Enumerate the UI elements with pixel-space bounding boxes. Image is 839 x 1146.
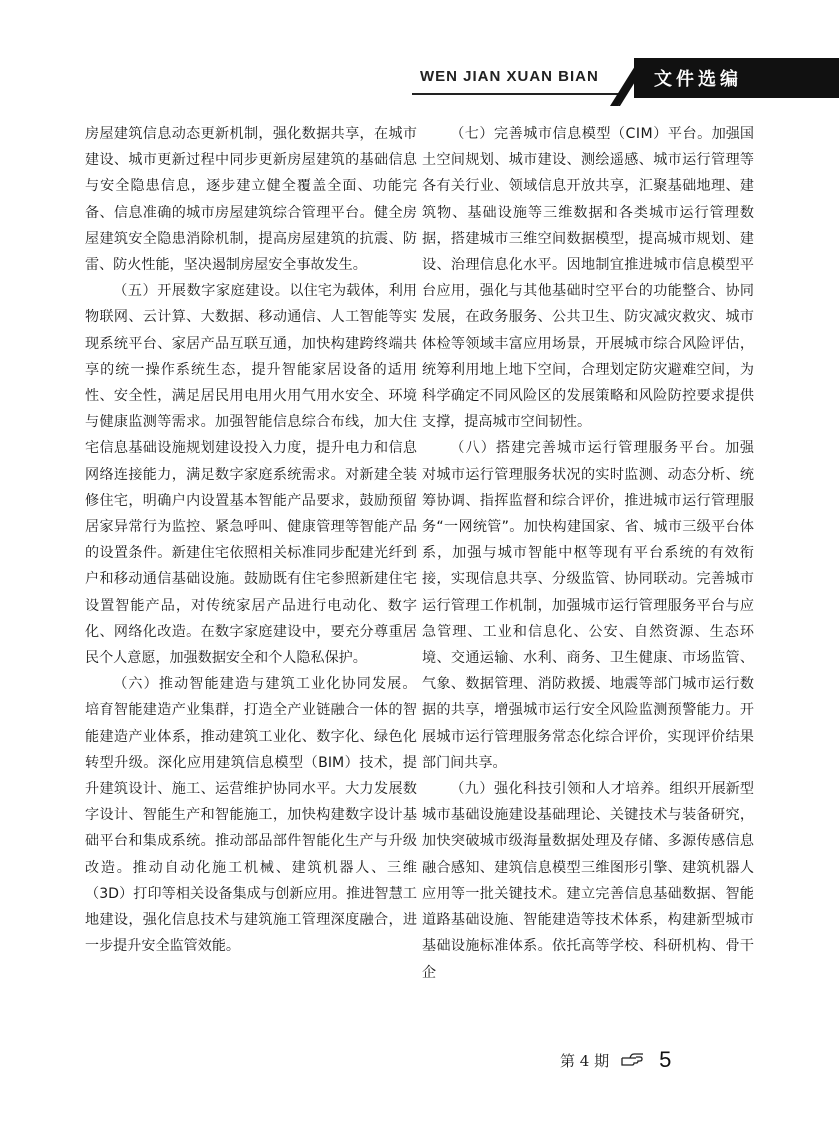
paragraph-body: 组织开展新型城市基础设施建设基础理论、关键技术与装备研究，加快突破城市级海量数据处理及存储、多源传感信息融合感知、建筑信息模型三维图形引擎、建筑机器人应用等一批关键技术。建立完善信息基础数据、智能道路基础设施、智能建造等技术体系，构建新型城市基础设施标准体系。依托高等学校、科研机构、骨干企 <box>422 781 755 981</box>
paragraph-body: 以住宅为载体，利用物联网、云计算、大数据、移动通信、人工智能等实现系统平台、家居产品互联互通，加快构建跨终端共享的统一操作系统生态，提升智能家居设备的适用性、安全性，满足居民用电用火用气用水安全、环境与健康监测等需求。加强智能信息综合布线，加大住宅信息基础设施规划建设投入力度，提升电力和信息网络连接能力，满足数字家庭系统需求。对新建全装修住宅，明确户内设置基本智能产品要求，鼓励预留居家异常行为监控、紧急呼叫、健康管理等智能产品的设置条件。新建住宅依照相关标准同步配建光纤到户和移动通信基础设施。鼓励既有住宅参照新建住宅设置智能产品，对传统家居产品进行电动化、数字化、网络化改造。在数字家庭建设中，要充分尊重居民个人意愿，加强数据安全和个人隐私保护。 <box>85 283 418 667</box>
paragraph <box>422 121 754 435</box>
issue-number: 第 4 期 <box>560 1051 610 1070</box>
paragraph-heading: （六）推动智能建造与建筑工业化协同发展。 <box>113 676 417 693</box>
paragraph: 房屋建筑信息动态更新机制，强化数据共享，在城市建设、城市更新过程中同步更新房屋建筑的基础信息与安全隐患信息，逐步建立健全覆盖全面、功能完备、信息准确的城市房屋建筑综合管理平台。健全房屋建筑安全隐患消除机制，提高房屋建筑的抗震、防雷、防火性能，坚决遏制房屋安全事故发生。 <box>85 126 417 274</box>
paragraph <box>422 776 754 986</box>
page-number: 5 <box>659 1047 672 1072</box>
paragraph <box>85 671 417 959</box>
page-footer <box>560 1040 740 1080</box>
paragraph-body: 加强国土空间规划、城市建设、测绘遥感、城市运行管理等各有关行业、领域信息开放共享，汇聚基础地理、建筑物、基础设施等三维数据和各类城市运行管理数据，搭建城市三维空间数据模型，提高城市规划、建设、治理信息化水平。因地制宜推进城市信息模型平台应用，强化与其他基础时空平台的功能整合、协同发展，在政务服务、公共卫生、防灾减灾救灾、城市体检等领域丰富应用场景，开展城市综合风险评估，统筹利用地上地下空间，合理划定防灾避难空间，为科学确定不同风险区的发展策略和风险防控要求提供支撑，提高城市空间韧性。 <box>422 126 755 431</box>
paragraph <box>422 435 754 776</box>
left-column <box>85 121 417 960</box>
paragraph-body: 加强对城市运行管理服务状况的实时监测、动态分析、统筹协调、指挥监督和综合评价，推进城市运行管理服务“一网统管”。加快构建国家、省、城市三级平台体系，加强与城市智能中枢等现有平台系统的有效衔接，实现信息共享、分级监管、协同联动。完善城市运行管理工作机制，加强城市运行管理服务平台与应急管理、工业和信息化、公安、自然资源、生态环境、交通运输、水利、商务、卫生健康、市场监管、气象、数据管理、消防救援、地震等部门城市运行数据的共享，增强城市运行安全风险监测预警能力。开展城市运行管理服务常态化综合评价，实现评价结果部门间共享。 <box>422 440 755 771</box>
paragraph-heading: （八）搭建完善城市运行管理服务平台。 <box>450 440 726 457</box>
paragraph <box>85 278 417 671</box>
running-title: WEN JIAN XUAN BIAN <box>420 68 599 85</box>
paragraph-heading: （七）完善城市信息模型（CIM）平台。 <box>450 126 712 142</box>
right-column <box>422 121 754 986</box>
pointing-hand-icon <box>621 1052 645 1068</box>
header-rule <box>412 93 622 95</box>
section-label: 文件选编 <box>634 58 839 98</box>
paragraph-body: 培育智能建造产业集群，打造全产业链融合一体的智能建造产业体系，推动建筑工业化、数字化、绿色化转型升级。深化应用建筑信息模型（BIM）技术，提升建筑设计、施工、运营维护协同水平。大力发展数字设计、智能生产和智能施工，加快构建数字设计基础平台和集成系统。推动部品部件智能化生产与升级改造。推动自动化施工机械、建筑机器人、三维（3D）打印等相关设备集成与创新应用。推进智慧工地建设，强化信息技术与建筑施工管理深度融合，进一步提升安全监管效能。 <box>85 702 417 955</box>
paragraph-heading: （九）强化科技引领和人才培养。 <box>450 781 670 798</box>
paragraph-heading: （五）开展数字家庭建设。 <box>113 283 290 300</box>
